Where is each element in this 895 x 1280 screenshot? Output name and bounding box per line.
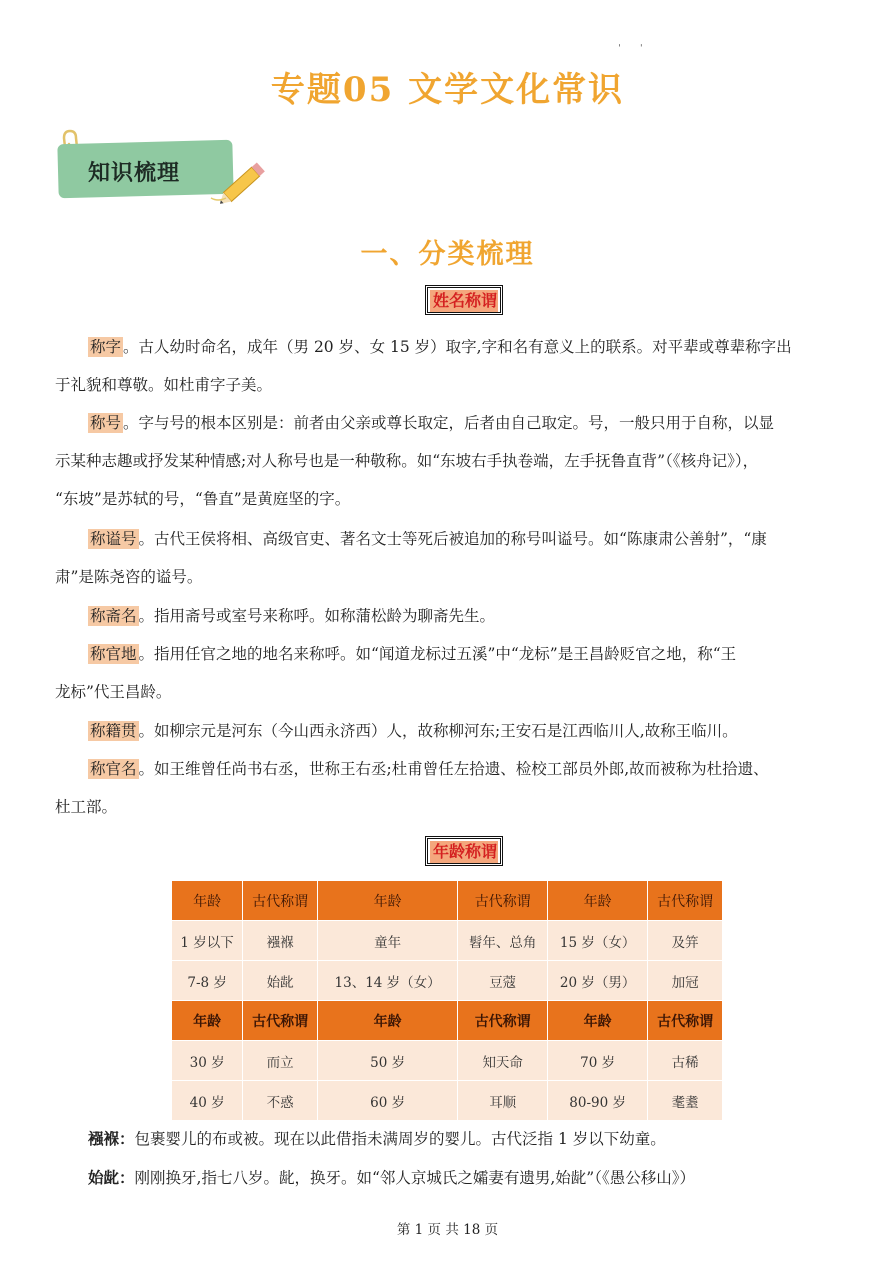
keyword: 称号 [90,414,122,432]
corner-marks: ˈ ˈ [618,44,643,55]
heading-ages-box [425,836,503,866]
paragraph-guanming: 称官名 。如王维曾任尚书右丞，世称王右丞;杜甫曾任左拾遗、检校工部员外郎,故而被称为杜拾遗、 杜工部。 [55,760,769,816]
table-row: 40 岁 不惑 60 岁 耳顺 80-90 岁 耄耋 [172,1081,723,1121]
pencil-icon [208,158,278,208]
keyword: 称籍贯 [90,722,137,740]
note-qiangbao: 襁褓：包裹婴儿的布或被。现在以此借指未满周岁的婴儿。古代泛指 1 岁以下幼童。 [88,1129,666,1148]
table-row: 7-8 岁 始龀 13、14 岁（女） 豆蔻 20 岁（男） 加冠 [172,961,723,1001]
paragraph-zi: 称字 。古人幼时命名，成年（男 20 岁、女 15 岁）取字,字和名有意义上的联系。对平辈或尊辈称字出 于礼貌和尊敬。如杜甫字子美。 [55,338,792,394]
badge-label: 知识梳理 [88,161,181,186]
heading-names: 姓名称谓 [430,290,498,312]
page-footer: 第 1 页 共 18 页 [396,1222,499,1238]
keyword: 称字 [90,338,122,356]
paragraph-guandi: 称官地 。指用任官之地的地名来称呼。如“闻道龙标过五溪”中“龙标”是王昌龄贬官之地，称“王 龙标”代王昌龄。 [55,645,737,701]
paragraph-shihao: 称谥号 。古代王侯将相、高级官吏、著名文士等死后被追加的称号叫谥号。如“陈康肃公善射”，“康 肃”是陈尧咨的谥号。 [55,530,767,586]
note-shichen: 始龀：刚刚换牙,指七八岁。龀，换牙。如“邻人京城氏之孀妻有遗男,始龀”（《愚公移山》） [88,1168,695,1187]
heading-names-box [425,285,503,315]
table-header-row: 年龄 古代称谓 年龄 古代称谓 年龄 古代称谓 [172,1001,723,1041]
keyword: 称谥号 [90,530,137,548]
keyword: 称官名 [90,760,137,778]
heading-ages: 年龄称谓 [430,841,498,863]
table-row: 30 岁 而立 50 岁 知天命 70 岁 古稀 [172,1041,723,1081]
paragraph-zhaiming: 称斋名 。指用斋号或室号来称呼。如称蒲松龄为聊斋先生。 [90,607,496,625]
paragraph-hao: 称号 。字与号的根本区别是：前者由父亲或尊长取定，后者由自己取定。号，一般只用于自称，以显 示某种志趣或抒发某种情感;对人称号也是一种敬称。如“东坡右手执卷端，左手抚鲁直背”（《核舟记》）， “东坡”是苏轼的号，“鲁直”是黄庭坚的字。 [55,414,775,508]
age-terms-table [171,880,723,1121]
page-title: 专题05 文学文化常识 [270,70,625,110]
section-title: 一、分类梳理 [360,239,535,270]
keyword: 称斋名 [90,607,137,625]
paragraph-jiguan: 称籍贯 。如柳宗元是河东（今山西永济西）人，故称柳河东;王安石是江西临川人,故称王临川。 [90,722,738,740]
table-row: 1 岁以下 襁褓 童年 髫年、总角 15 岁（女） 及笄 [172,921,723,961]
keyword: 称官地 [90,645,137,663]
table-header-row: 年龄 古代称谓 年龄 古代称谓 年龄 古代称谓 [172,881,723,921]
